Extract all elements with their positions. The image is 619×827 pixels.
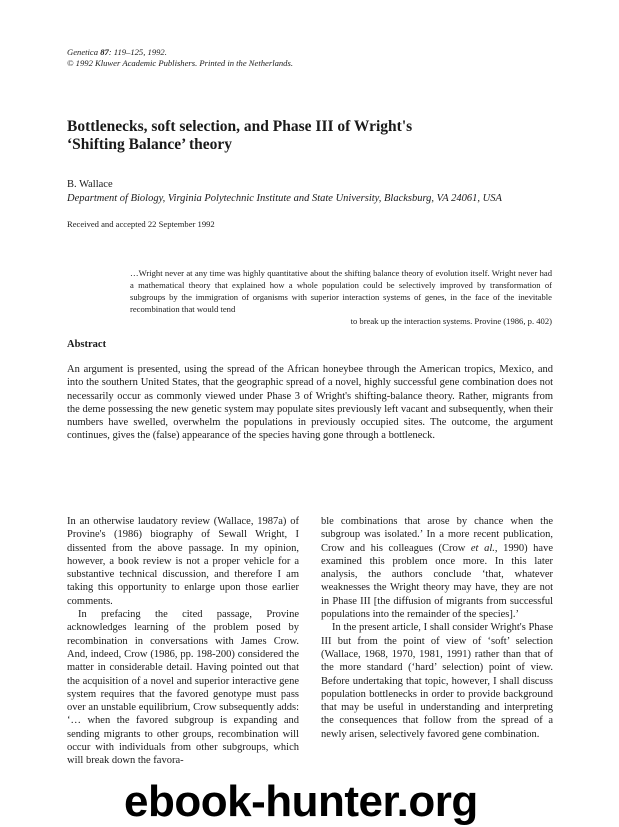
body-paragraph: In prefacing the cited passage, Provine acknowledges learning of the problem posed by recombination in conversations with James Crow. And, indeed, Crow (1986, pp. 198-200) considered the matter in considerable detail. Having pointed out that the acquisition of a novel and superior interactive gene system requires that the favored genotype must pass over an unstable equilibrium, Crow subsequently adds: ‘… when the favored subgroup is expanding and sending migrants to other groups, recombination will occur with individuals from other subgroups, which will break down the favora- (67, 609, 299, 767)
journal-name: Genetica (67, 47, 99, 57)
body-text-etal: et al. (470, 542, 495, 554)
abstract-text: An argument is presented, using the spread of the African honeybee through the American tropics, Mexico, and into the southern United States, that the geographic spread of a novel, highly successful gene combination does not necessarily occur as commonly viewed under Phase 3 of Wright's shifting-balance theory. Rather, migrants from the deme possessing the new genetic system may populate sites previously left vacant and subsequently, when their numbers have swelled, overwhelm the populations in previously occupied sites. The outcome, the argument continues, gives the (false) appearance of the species having gone through a bottleneck. (67, 364, 553, 442)
title-line-2: ‘Shifting Balance’ theory (67, 136, 233, 153)
body-paragraph (321, 515, 553, 621)
body-text-segment: , 1990) have examined this problem once more. In this later analysis, the authors conclude ‘that, whatever weaknesses the Wright theory may have, they are not in Phase III [the diffusion of migrants from successful populations into the remainder of the species].’ (321, 542, 553, 621)
body-paragraph: In an otherwise laudatory review (Wallace, 1987a) of Provine's (1986) biography of Sewall Wright, I dissented from the above passage. In my opinion, however, a book review is not a proper vehicle for a substantive technical discussion, and therefore I am taking this opportunity to enlarge upon those earlier comments. (67, 516, 299, 607)
journal-volume: 87 (100, 47, 109, 57)
watermark-text: ebook-hunter.org (124, 777, 478, 826)
epigraph-last-line: to break up the interaction systems. Provine (1986, p. 402) (350, 316, 552, 326)
epigraph-text: …Wright never at any time was highly quantitative about the shifting balance theory of evolution itself. Wright never had a mathematical theory that explained how a whole population could be selectively improved by transformation of subgroups by the immigration of organisms with superior interaction systems of genes, in the face of the inevitable recombination that would tend (130, 268, 552, 314)
epigraph-quote (130, 267, 552, 327)
author-name: B. Wallace (67, 179, 113, 190)
journal-citation (67, 47, 293, 69)
body-column-left (67, 515, 299, 768)
body-column-right (321, 515, 553, 741)
received-date: Received and accepted 22 September 1992 (67, 219, 215, 229)
journal-pages: : 119–125, 1992. (108, 47, 167, 57)
author-affiliation: Department of Biology, Virginia Polytechnic Institute and State University, Blacksburg, VA 24061, USA (67, 193, 502, 204)
body-paragraph: In the present article, I shall consider Wright's Phase III but from the point of view of ‘soft’ selection (Wallace, 1968, 1970, 1981, 1991) rather than that of the more standard (‘hard’ selection) point of view. Before undertaking that topic, however, I shall discuss population bottlenecks in order to provide background that may be useful in understanding and interpreting the consequences that follow from the spread of a newly arisen, selectively favored gene combination. (321, 622, 553, 740)
article-title (67, 118, 547, 154)
abstract-heading: Abstract (67, 339, 107, 350)
body-text-segment: ble combinations that arose by chance when the subgroup was isolated.’ In a more recent publication, Crow and his colleagues (Crow (321, 516, 553, 554)
copyright-line: © 1992 Kluwer Academic Publishers. Printed in the Netherlands. (67, 58, 293, 68)
title-line-1: Bottlenecks, soft selection, and Phase III of Wright's (67, 118, 413, 135)
journal-line (67, 47, 293, 58)
